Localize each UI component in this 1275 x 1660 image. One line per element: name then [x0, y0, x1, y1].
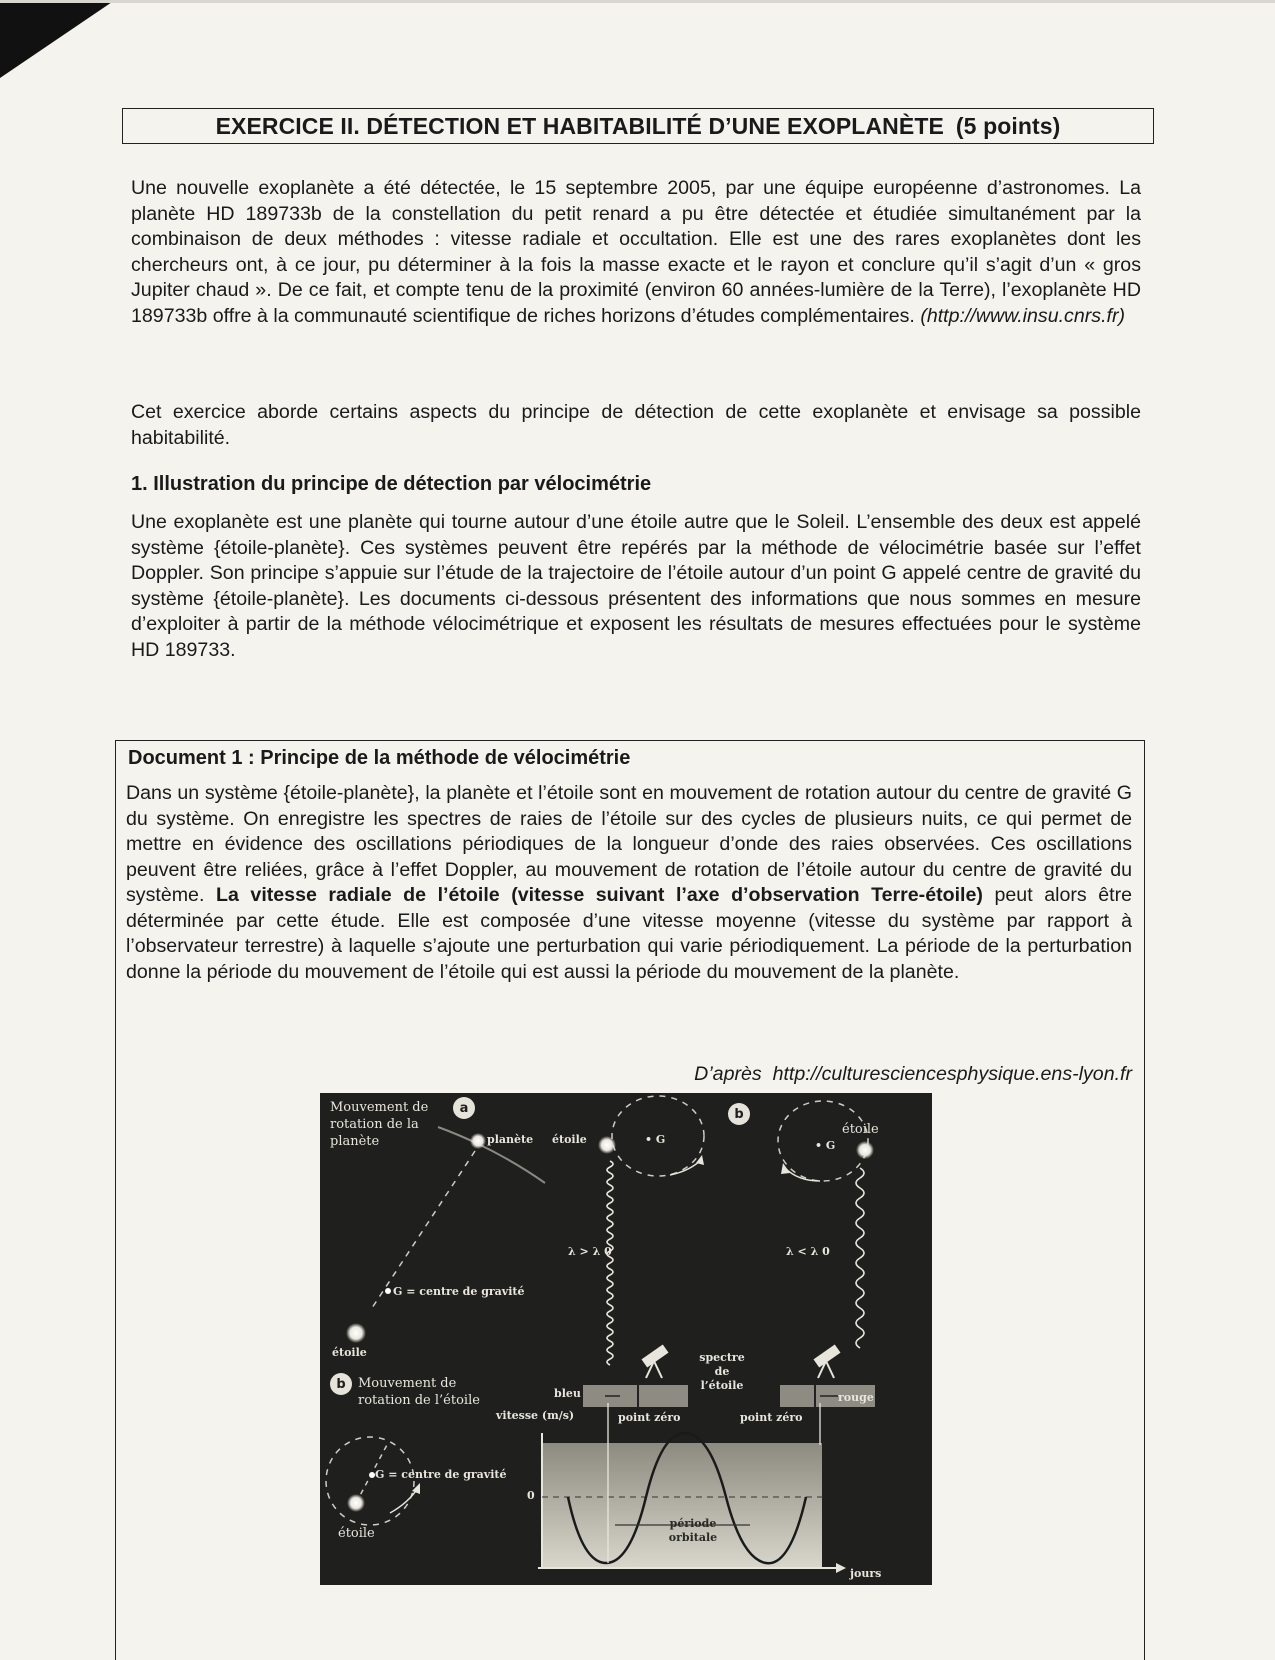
telescope-a [641, 1344, 668, 1378]
zero-point-label-a: point zéro [618, 1411, 681, 1424]
orbit-arrow-b [785, 1168, 820, 1181]
g-label-a: • G [645, 1133, 666, 1146]
intro-source: (http://www.insu.cnrs.fr) [920, 304, 1126, 327]
star-label-a: étoile [552, 1133, 587, 1146]
star-label-left: étoile [332, 1346, 367, 1359]
planet-motion-label: Mouvement de rotation de la planète [330, 1100, 429, 1149]
document-1-box [115, 740, 1145, 1660]
badge-b-bottom: b [330, 1373, 352, 1395]
star-label-b: étoile [842, 1122, 879, 1137]
document-1-text [126, 781, 1132, 985]
planet-label: planète [487, 1133, 534, 1146]
star-motion-label: Mouvement de rotation de l’étoile [358, 1376, 480, 1408]
g-center-label-a: G = centre de gravité [393, 1285, 525, 1298]
star-label-bottom: étoile [338, 1526, 375, 1541]
velocimetry-diagram [320, 1093, 932, 1585]
orbit-arrowhead-b [781, 1163, 790, 1174]
star-dot-a [346, 1323, 366, 1343]
document-1-text-bold: La vitesse radiale de l’étoile (vitesse suivant l’axe d’observation Terre-étoile) [215, 884, 983, 906]
star-dot-top-b [856, 1141, 874, 1159]
intro-text: Une nouvelle exoplanète a été détectée, le 15 septembre 2005, par une équipe européenne d’astronomes. La planète HD 189733b de la constellation du petit renard a pu être détectée et étudiée simultanément par la combinaison de deux méthodes : vitesse radiale et occultation. Elle est une des rares exoplanètes dont les chercheurs ont, à ce jour, pu déterminer à la fois la masse exacte et le rayon et conclure qu’il s’agit d’un « gros Jupiter chaud ». De ce fait, et compte tenu de la proximité (environ 60 années-lumière de la Terre), l’exoplanète HD 189733b offre à la communauté scientifique de riches horizons d’études complémentaires. [131, 177, 1141, 327]
spectrum-bar-a [583, 1385, 688, 1407]
exercise-title: EXERCICE II. DÉTECTION ET HABITABILITÉ D’UNE EXOPLANÈTE [215, 112, 944, 139]
g-label-b: • G [815, 1139, 836, 1152]
g-center-label-b: G = centre de gravité [375, 1468, 507, 1481]
red-label: rouge [838, 1391, 874, 1404]
g-point-a [385, 1288, 391, 1294]
scan-corner-shadow [0, 0, 130, 80]
diagram-drawing [320, 1093, 932, 1585]
zero-label: 0 [527, 1489, 535, 1502]
badge-b-top: b [728, 1103, 750, 1125]
document-1-source-prefix: D’après [694, 1063, 762, 1085]
intro-paragraph [131, 176, 1141, 329]
document-1-text-part2: peut alors être déterminée par cette étude. Elle est composée d’une vitesse moyenne (vitesse du système par rapport à l’observateur terrestre) à laquelle s’ajoute une perturbation qui varie périodiquement. La période de la perturbation donne la période du mouvement de l’étoile qui est aussi la période du mouvement de la planète. [126, 884, 1132, 983]
document-1-text-part1: Dans un système {étoile-planète}, la planète et l’étoile sont en mouvement de rotation autour du centre de gravité G du système. On enregistre les spectres de raies de l’étoile sur des cycles de plusieurs nuits, ce qui permet de mettre en évidence des oscillations périodiques de la longueur d’onde des raies observées. Ces oscillations peuvent être reliées, grâce à l’effet Doppler, au mouvement de rotation de l’étoile autour du centre de gravité du système. [126, 782, 1132, 906]
goal-paragraph: Cet exercice aborde certains aspects du principe de détection de cette exoplanète et envisage sa possible habitabilité. [131, 401, 1141, 449]
orbital-period-label: période orbitale [668, 1517, 718, 1544]
document-1-title: Document 1 : Principe de la méthode de vélocimétrie [128, 747, 631, 769]
section-1-text: Une exoplanète est une planète qui tourne autour d’une étoile autre que le Soleil. L’ensemble des deux est appelé système {étoile-planète}. Ces systèmes peuvent être repérés par la méthode de vélocimétrie basée sur l’effet Doppler. Son principe s’appuie sur l’étude de la trajectoire de l’étoile autour d’un point G appelé centre de gravité du système {étoile-planète}. Les documents ci-dessous présentent des informations que nous sommes en mesure d’exploiter à partir de la méthode vélocimétrique et exposent les résultats de mesures effectuées pour le système HD 189733. [131, 511, 1141, 661]
exercise-points: (5 points) [955, 112, 1061, 139]
velocity-axis-label: vitesse (m/s) [496, 1409, 575, 1422]
star-dot-top-a [598, 1136, 616, 1154]
spectrum-label: spectre de l’étoile [699, 1351, 745, 1392]
section-1-title: 1. Illustration du principe de détection par vélocimétrie [131, 473, 652, 495]
scan-top-edge [0, 0, 1275, 3]
velocity-plot-area [542, 1443, 822, 1567]
document-1-source-url: http://culturesciencesphysique.ens-lyon.fr [772, 1063, 1132, 1085]
badge-a: a [453, 1097, 475, 1119]
telescope-b [813, 1344, 840, 1378]
days-label: jours [850, 1567, 882, 1580]
blue-label: bleu [554, 1387, 581, 1400]
wave-blueshift [607, 1161, 613, 1365]
document-1-source [694, 1063, 1132, 1086]
wave-redshift [856, 1168, 864, 1348]
planet-dot [470, 1133, 486, 1149]
lambda-greater-label: λ > λ 0 [568, 1245, 612, 1258]
star-dot-bottom [347, 1494, 365, 1512]
lambda-less-label: λ < λ 0 [786, 1245, 830, 1258]
exercise-title-box [122, 108, 1154, 144]
zero-point-label-b: point zéro [740, 1411, 803, 1424]
